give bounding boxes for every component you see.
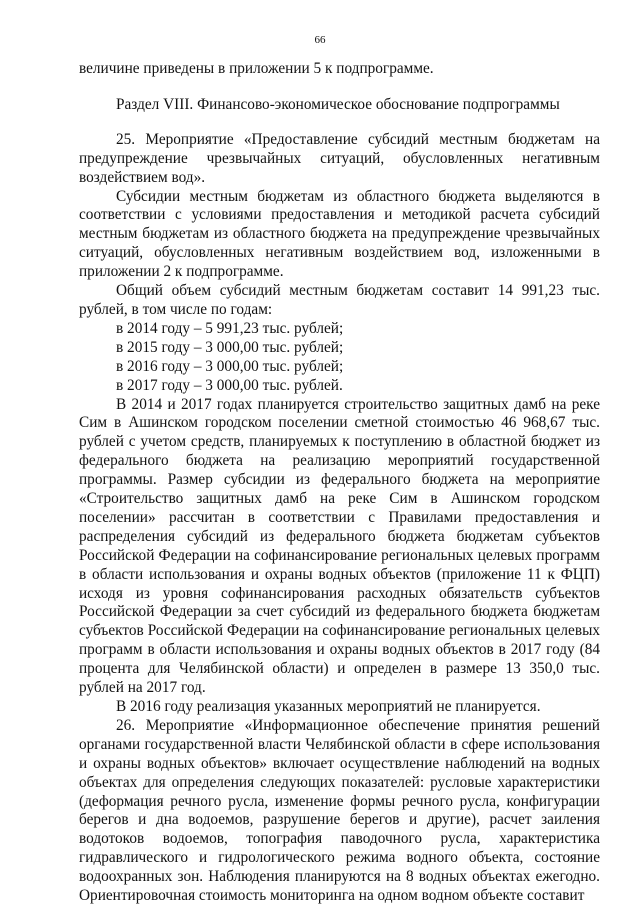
section-heading: Раздел VIII. Финансово-экономическое обоснование подпрограммы: [116, 95, 560, 113]
document-body: [79, 60, 600, 906]
total-volume-paragraph: Общий объем субсидий местным бюджетам составит 14 991,23 тыс. рублей, в том числе по годам:: [79, 282, 600, 318]
year-2016-paragraph: В 2016 году реализация указанных мероприятий не планируется.: [116, 698, 541, 715]
year-amount-item: в 2016 году – 3 000,00 тыс. рублей;: [116, 357, 344, 375]
measure-25-paragraph: 25. Мероприятие «Предоставление субсидий местным бюджетам на предупреждение чрезвычайных ситуаций, обусловленных негативным воздействием вод».: [79, 130, 600, 186]
page-number: 66: [314, 34, 326, 46]
measure-26-paragraph: 26. Мероприятие «Информационное обеспечение принятия решений органами государственной власти Челябинской области в сфере использования и охраны водных объектов» включает осуществление наблюдений на водных объектах для определения следующих показателей: русловые характеристики (деформация речного русла, изменение формы речного русла, конфигурации берегов и дна водоемов, разрушение берегов и другие), расчет заиления водотоков водоемов, топография паводочного русла, характеристика гидравлического и гидрологического режима водного объекта, состояние водоохранных зон. Наблюдения планируются на 8 водных объектах ежегодно. Ориентировочная стоимость мониторинга на одном водном объекте составит: [79, 716, 600, 905]
yearly-amounts-list: [79, 320, 600, 396]
year-amount-item: в 2017 году – 3 000,00 тыс. рублей.: [116, 376, 343, 394]
subsidies-paragraph: Субсидии местным бюджетам из областного бюджета выделяются в соответствии с условиями предоставления и методикой расчета субсидий местным бюджетам из областного бюджета на предупреждение чрезвычайных ситуаций, обусловленных негативным воздействием вод, изложенными в приложении 2 к подпрограмме.: [79, 187, 600, 281]
year-amount-item: в 2014 году – 5 991,23 тыс. рублей;: [116, 319, 344, 337]
construction-paragraph: В 2014 и 2017 годах планируется строительство защитных дамб на реке Сим в Ашинском городском поселении сметной стоимостью 46 968,67 тыс. рублей с учетом средств, планируемых к поступлению в областной бюджет из федерального бюджета на реализацию мероприятий государственной программы. Размер субсидии из федерального бюджета на мероприятие «Строительство защитных дамб на реке Сим в Ашинском городском поселении» рассчитан в соответствии с Правилами предоставления и распределения субсидий из федерального бюджета бюджетам субъектов Российской Федерации на софинансирование региональных целевых программ в области использования и охраны водных объектов (приложение 11 к ФЦП) исходя из уровня софинансирования расходных обязательств субъектов Российской Федерации за счет субсидий из федерального бюджета бюджетам субъектов Российской Федерации на софинансирование региональных целевых программ в области использования и охраны водных объектов в 2017 году (84 процента для Челябинской области) и определен в размере 13 350,0 тыс. рублей на 2017 год.: [79, 395, 600, 697]
year-amount-item: в 2015 году – 3 000,00 тыс. рублей;: [116, 338, 344, 356]
opening-line: величине приведены в приложении 5 к подпрограмме.: [79, 60, 434, 77]
